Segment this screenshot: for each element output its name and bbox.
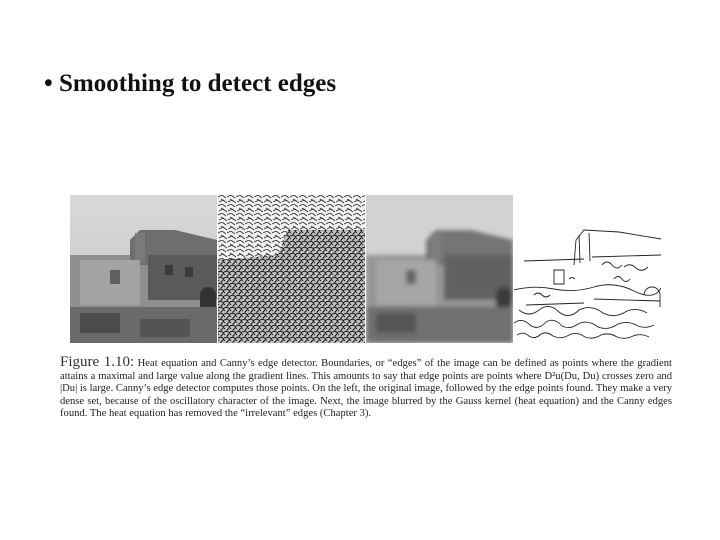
edges-original-panel [218, 195, 365, 343]
bullet-marker: • [44, 70, 53, 97]
caption-line: the gradient attains a maximal and large value along the gradient lines. This amounts to say that edge points are points [60, 358, 672, 382]
figure-image-strip [70, 195, 662, 343]
slide-bullet [44, 70, 336, 98]
edges-blurred-panel [514, 195, 661, 343]
caption-line: where D²u(Du, Du) crosses zero and |Du| is large. Canny’s edge detector computes those points. On the left, the original [60, 370, 672, 394]
bullet-text: Smoothing to detect edges [59, 70, 337, 97]
caption-line: image, followed by the edge points found. They make a very dense set, because of the oscillatory character of the image. [60, 383, 672, 407]
caption-line: Next, the image blurred by the Gauss kernel (heat equation) and the Canny edges found. The heat equation has removed [60, 395, 672, 419]
caption-line: the “irrelevant” edges (Chapter 3). [224, 408, 372, 419]
figure-label: Figure 1.10: [60, 356, 135, 370]
caption-line: Heat equation and Canny’s edge detector. Boundaries, or “edges” of the image can be defined as points where [137, 358, 618, 369]
original-image-panel [70, 195, 217, 343]
figure-caption [60, 356, 672, 434]
blurred-image-panel [366, 195, 513, 343]
